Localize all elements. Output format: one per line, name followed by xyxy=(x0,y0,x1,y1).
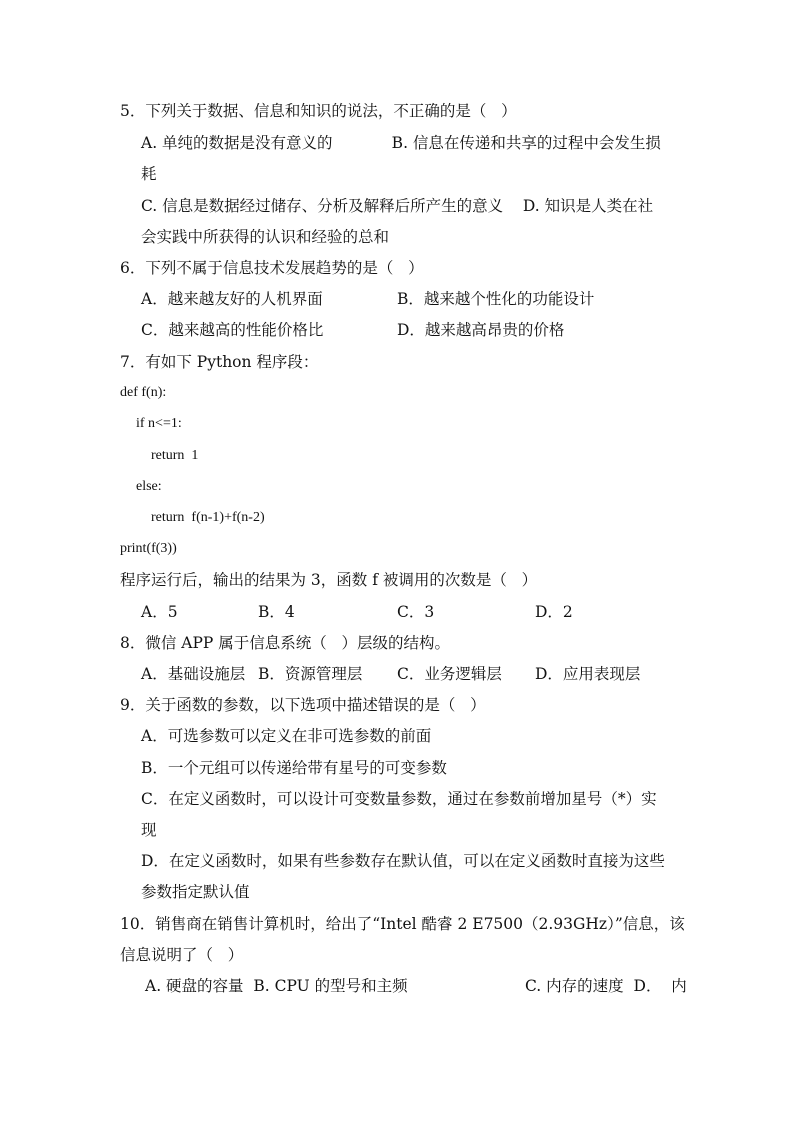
q6-option-a: A．越来越友好的人机界面 xyxy=(141,290,323,308)
code-line-return2: return f(n-1)+f(n-2) xyxy=(151,510,265,525)
q5-options-cd-line2: 会实践中所获得的认识和经验的总和 xyxy=(141,228,390,246)
q5-options-cd-line1: C. 信息是数据经过储存、分析及解释后所产生的意义 D. 知识是人类在社 xyxy=(141,197,654,215)
q9-stem: 9．关于函数的参数，以下选项中描述错误的是（ ） xyxy=(120,696,486,714)
q7-option-c: C．3 xyxy=(397,603,435,621)
q9-option-a: A．可选参数可以定义在非可选参数的前面 xyxy=(141,727,432,745)
q10-options-cd: C. 内存的速度 D． 内 xyxy=(525,977,687,995)
q9-option-c-line1: C．在定义函数时，可以设计可变数量参数，通过在参数前增加星号（*）实 xyxy=(141,790,657,808)
q9-option-c-line2: 现 xyxy=(141,821,157,839)
q10-options-ab: A. 硬盘的容量 B. CPU 的型号和主频 xyxy=(145,977,408,995)
q7-option-d: D．2 xyxy=(535,603,573,621)
q6-option-c: C．越来越高的性能价格比 xyxy=(141,321,324,339)
q5-options-ab-line1: A. 单纯的数据是没有意义的 B. 信息在传递和共享的过程中会发生损 xyxy=(141,134,661,152)
q9-option-d-line1: D．在定义函数时，如果有些参数存在默认值，可以在定义函数时直接为这些 xyxy=(141,852,665,870)
q5-stem: 5．下列关于数据、信息和知识的说法，不正确的是（ ） xyxy=(120,102,517,120)
code-line-return1: return 1 xyxy=(151,448,199,463)
q8-option-c: C．业务逻辑层 xyxy=(397,665,502,683)
q6-option-b: B．越来越个性化的功能设计 xyxy=(397,290,595,308)
q7-option-a: A．5 xyxy=(141,603,178,621)
q7-question: 程序运行后，输出的结果为 3，函数 f 被调用的次数是（ ） xyxy=(120,571,538,589)
q9-option-b: B．一个元组可以传递给带有星号的可变参数 xyxy=(141,759,447,777)
code-line-else: else: xyxy=(136,479,162,494)
q10-stem-line1: 10．销售商在销售计算机时，给出了“Intel 酷睿 2 E7500（2.93GHz）”信息，该 xyxy=(120,915,685,933)
q8-stem: 8．微信 APP 属于信息系统（ ）层级的结构。 xyxy=(120,634,451,652)
q6-stem: 6．下列不属于信息技术发展趋势的是（ ） xyxy=(120,259,424,277)
q7-stem: 7．有如下 Python 程序段： xyxy=(120,353,319,371)
q6-option-d: D．越来越高昂贵的价格 xyxy=(397,321,565,339)
code-line-print: print(f(3)) xyxy=(120,541,177,556)
q8-option-d: D．应用表现层 xyxy=(535,665,641,683)
q5-options-ab-line2: 耗 xyxy=(141,165,157,183)
q9-option-d-line2: 参数指定默认值 xyxy=(141,883,250,901)
q7-option-b: B．4 xyxy=(258,603,295,621)
q8-option-a: A．基础设施层 xyxy=(141,665,246,683)
code-line-def: def f(n): xyxy=(120,385,167,400)
q8-option-b: B．资源管理层 xyxy=(258,665,363,683)
code-line-if: if n<=1: xyxy=(136,416,182,431)
q10-stem-line2: 信息说明了（ ） xyxy=(120,946,244,964)
